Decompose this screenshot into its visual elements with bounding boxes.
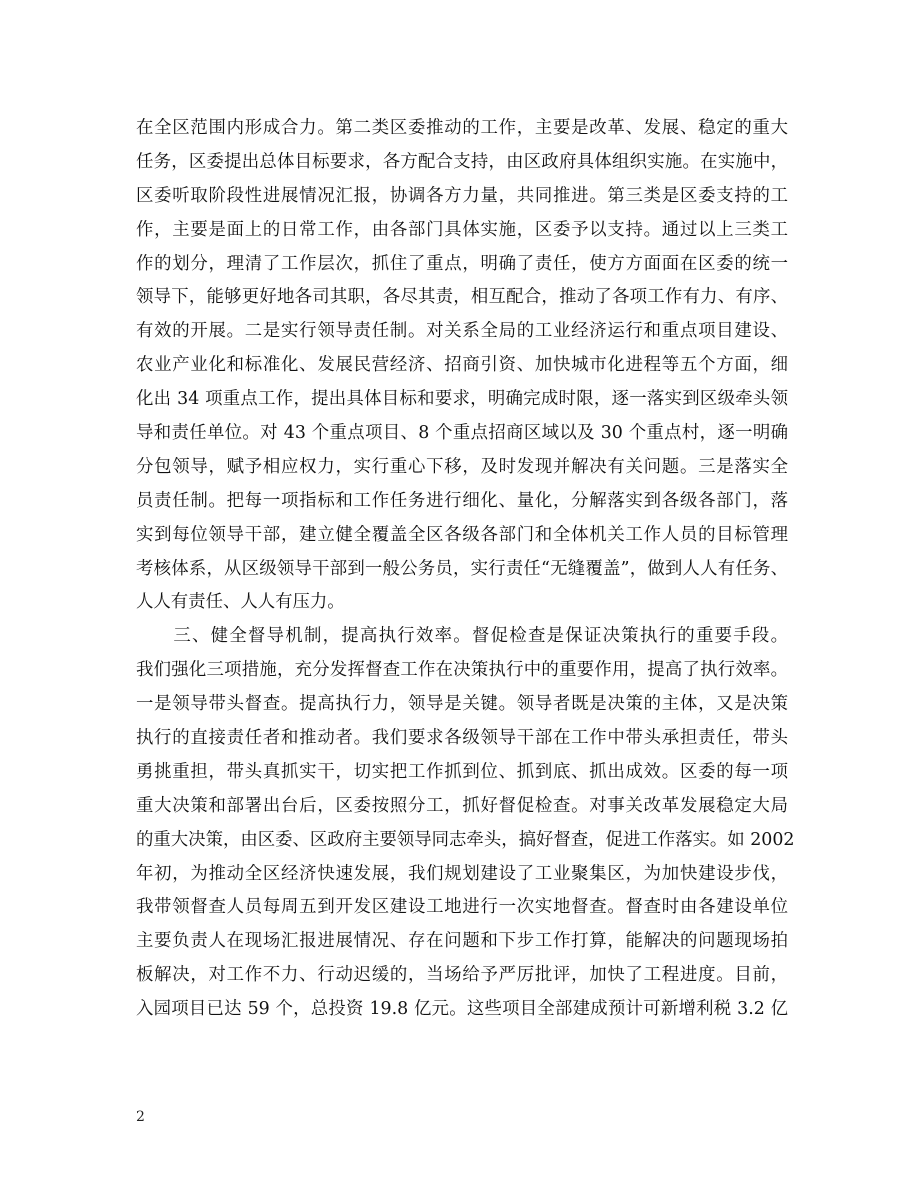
text-line: 农业产业化和标准化、发展民营经济、招商引资、加快城市化进程等五个方面，细: [136, 355, 788, 376]
text-line: 化出 34 项重点工作，提出具体目标和要求，明确完成时限，逐一落实到区级牵头领: [136, 389, 788, 410]
text-line: 板解决，对工作不力、行动迟缓的，当场给予严厉批评，加快了工程进度。目前，: [136, 965, 788, 986]
text-line: 的重大决策，由区委、区政府主要领导同志牵头，搞好督查，促进工作落实。如 2002: [136, 829, 795, 850]
text-line: 有效的开展。二是实行领导责任制。对关系全局的工业经济运行和重点项目建设、: [136, 321, 788, 342]
text-line: 年初，为推动全区经济快速发展，我们规划建设了工业聚集区，为加快建设步伐，: [136, 863, 788, 884]
text-line: 区委听取阶段性进展情况汇报，协调各方力量，共同推进。第三类是区委支持的工: [136, 185, 788, 206]
text-line: 考核体系，从区级领导干部到一般公务员，实行责任“无缝覆盖”，做到人人有任务、: [136, 558, 788, 579]
text-line: 一是领导带头督查。提高执行力，领导是关键。领导者既是决策的主体，又是决策: [136, 694, 788, 715]
text-line: 导和责任单位。对 43 个重点项目、8 个重点招商区域以及 30 个重点村，逐一明确: [136, 423, 788, 444]
text-line: 执行的直接责任者和推动者。我们要求各级领导干部在工作中带头承担责任，带头: [136, 728, 788, 749]
text-line: 领导下，能够更好地各司其职，各尽其责，相互配合，推动了各项工作有力、有序、: [136, 287, 788, 308]
paragraph-end-line: 人人有责任、人人有压力。: [136, 592, 345, 613]
text-line: 勇挑重担，带头真抓实干，切实把工作抓到位、抓到底、抓出成效。区委的每一项: [136, 761, 788, 782]
body-text: [136, 112, 795, 1027]
text-line: 任务，区委提出总体目标要求，各方配合支持，由区政府具体组织实施。在实施中，: [136, 151, 788, 172]
text-line: 入园项目已达 59 个，总投资 19.8 亿元。这些项目全部建成预计可新增利税 3.2 亿: [136, 999, 788, 1020]
text-line: 我们强化三项措施，充分发挥督查工作在决策执行中的重要作用，提高了执行效率。: [136, 660, 788, 681]
text-line: 主要负责人在现场汇报进展情况、存在问题和下步工作打算，能解决的问题现场拍: [136, 931, 788, 952]
page-number: 2: [136, 1109, 145, 1125]
text-line: 在全区范围内形成合力。第二类区委推动的工作，主要是改革、发展、稳定的重大: [136, 118, 788, 138]
text-line: 员责任制。把每一项指标和工作任务进行细化、量化，分解落实到各级各部门，落: [136, 490, 788, 511]
paragraph-start-line: 三、健全督导机制，提高执行效率。督促检查是保证决策执行的重要手段。: [136, 626, 788, 647]
text-line: 作的划分，理清了工作层次，抓住了重点，明确了责任，使方方面面在区委的统一: [136, 253, 788, 274]
text-line: 作，主要是面上的日常工作，由各部门具体实施，区委予以支持。通过以上三类工: [136, 219, 788, 240]
text-line: 实到每位领导干部，建立健全覆盖全区各级各部门和全体机关工作人员的目标管理: [136, 524, 788, 545]
text-line: 分包领导，赋予相应权力，实行重心下移，及时发现并解决有关问题。三是落实全: [136, 456, 788, 477]
text-line: 重大决策和部署出台后，区委按照分工，抓好督促检查。对事关改革发展稳定大局: [136, 795, 788, 816]
text-line: 我带领督查人员每周五到开发区建设工地进行一次实地督查。督查时由各建设单位: [136, 897, 788, 918]
